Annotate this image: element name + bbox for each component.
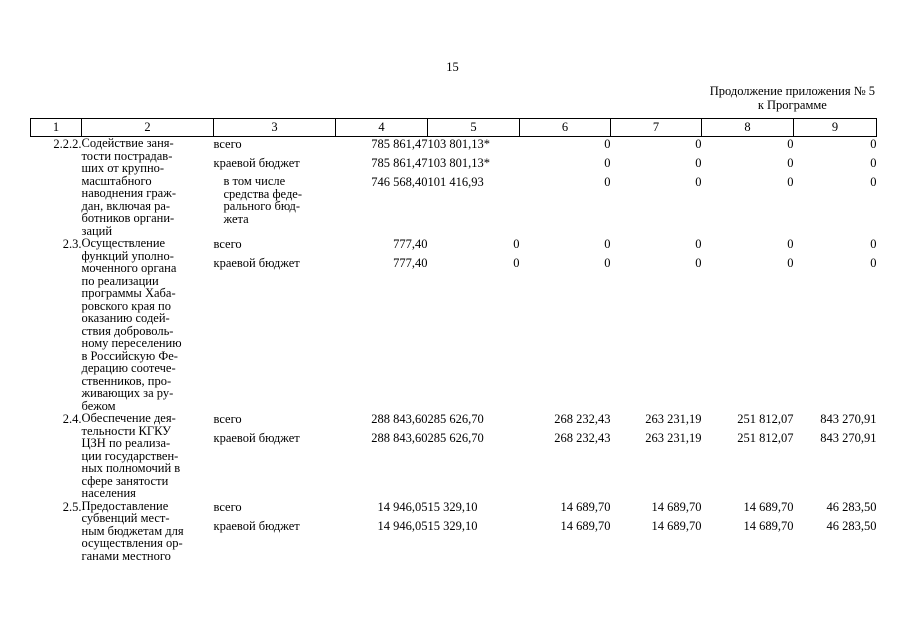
funding-source-cell	[214, 137, 336, 238]
row-title	[82, 500, 214, 563]
row-title-line: ствия доброволь-	[81, 323, 174, 338]
value-cell: 746 568,40	[371, 175, 428, 189]
continuation-line-1: Продолжение приложения № 5	[709, 84, 875, 98]
value-cell: 103 801,13*	[427, 156, 490, 170]
value-col-9	[794, 237, 877, 412]
value-col-8	[702, 500, 794, 563]
value-cell: 14 689,70	[651, 518, 702, 533]
value-col-4	[336, 237, 428, 412]
row-title-line: заций	[81, 223, 113, 238]
value-col-5	[428, 237, 520, 412]
header-cell: 7	[611, 119, 702, 137]
row-title-line: тельности КГКУ	[81, 423, 172, 438]
row-title-line: дерацию соотече-	[81, 361, 176, 375]
funding-source-cell	[214, 412, 336, 500]
row-title-line: моченного органа	[81, 261, 177, 275]
value-cell: 268 232,43	[554, 412, 611, 426]
value-col-6	[520, 412, 611, 500]
row-number: 2.2.2.	[53, 137, 82, 151]
value-col-7	[611, 500, 702, 563]
row-title-line: сфере занятости	[81, 473, 169, 488]
row-title-line: Содействие заня-	[81, 136, 174, 150]
value-col-8	[702, 137, 794, 238]
value-cell: 15 329,10	[427, 499, 478, 514]
value-cell: 0	[870, 156, 877, 170]
funding-source-cell	[214, 500, 336, 563]
header-cell: 6	[520, 119, 611, 137]
value-cell: 0	[695, 237, 702, 251]
row-title-line: населения	[81, 486, 136, 500]
row-title-line: ровского края по	[81, 298, 171, 313]
header-cell: 3	[214, 119, 336, 137]
value-cell: 103 801,13*	[427, 137, 490, 151]
value-cell: 777,40	[393, 256, 428, 270]
header-row	[31, 119, 877, 137]
value-cell: 14 689,70	[560, 499, 611, 514]
value-cell: 101 416,93	[427, 175, 484, 189]
row-title-line: программы Хаба-	[81, 286, 176, 300]
value-cell: 0	[604, 137, 611, 151]
value-col-7	[611, 137, 702, 238]
header-cell: 9	[794, 119, 877, 137]
header-cell: 4	[336, 119, 428, 137]
value-col-4	[336, 137, 428, 238]
value-col-8	[702, 237, 794, 412]
row-title-line: Предоставление	[81, 498, 169, 513]
row-title-line: ным бюджетам для	[81, 523, 184, 538]
value-cell: 14 946,05	[377, 499, 428, 514]
value-cell: 0	[870, 237, 877, 251]
value-cell: 251 812,07	[737, 431, 794, 445]
value-cell: 0	[787, 156, 794, 170]
row-title-line: оказанию содей-	[81, 311, 170, 325]
value-col-6	[520, 137, 611, 238]
value-col-5	[428, 500, 520, 563]
table-row	[31, 137, 877, 238]
value-cell: 0	[695, 156, 702, 170]
funding-source-label: всего	[213, 412, 242, 426]
row-number: 2.5.	[62, 499, 82, 514]
continuation-note	[710, 84, 875, 112]
funding-source-line: рального бюд-	[223, 199, 301, 213]
funding-source-line: средства феде-	[223, 186, 303, 201]
row-title-line: дан, включая ра-	[81, 198, 171, 213]
row-title-line: в Российскую Фе-	[81, 348, 178, 363]
row-title-line: по реализации	[81, 273, 159, 288]
page-number: 15	[446, 60, 459, 74]
value-cell: 0	[787, 256, 794, 270]
continuation-line-2: к Программе	[757, 98, 827, 112]
value-cell: 46 283,50	[826, 518, 877, 533]
value-cell: 0	[604, 156, 611, 170]
header-cell: 2	[82, 119, 214, 137]
row-number: 2.4.	[62, 412, 82, 426]
funding-source-label: краевой бюджет	[213, 256, 300, 270]
value-cell: 268 232,43	[554, 431, 611, 445]
value-cell: 0	[870, 256, 877, 270]
row-title-line: бежом	[81, 398, 116, 413]
value-cell: 0	[787, 175, 794, 189]
value-col-9	[794, 137, 877, 238]
value-cell: 0	[604, 175, 611, 189]
row-title	[82, 412, 214, 500]
value-col-4	[336, 412, 428, 500]
value-cell: 843 270,91	[820, 412, 877, 426]
value-cell: 0	[787, 137, 794, 151]
value-cell: 288 843,60	[371, 412, 428, 426]
funding-source-line: жета	[223, 211, 249, 226]
value-col-6	[520, 237, 611, 412]
row-title-line: ших от крупно-	[81, 161, 165, 175]
header-cell: 1	[31, 119, 82, 137]
value-col-6	[520, 500, 611, 563]
value-cell: 0	[695, 137, 702, 151]
row-title-line: субвенций мест-	[81, 511, 170, 525]
value-cell: 263 231,19	[645, 431, 702, 445]
budget-table	[30, 118, 877, 562]
value-cell: 14 689,70	[651, 499, 702, 514]
value-cell: 0	[604, 237, 611, 251]
value-cell: 251 812,07	[737, 412, 794, 426]
value-cell: 0	[695, 175, 702, 189]
table-row	[31, 237, 877, 412]
header-cell: 8	[702, 119, 794, 137]
row-title	[82, 137, 214, 238]
value-cell: 14 946,05	[377, 518, 428, 533]
row-title-line: тости пострадав-	[81, 148, 173, 163]
value-cell: 777,40	[393, 237, 428, 251]
funding-source-label	[214, 175, 314, 225]
value-cell: 0	[513, 237, 520, 251]
value-cell: 285 626,70	[427, 412, 484, 426]
value-cell: 14 689,70	[743, 518, 794, 533]
value-cell: 46 283,50	[826, 499, 877, 514]
row-number: 2.3.	[62, 237, 82, 251]
row-title-line: ЦЗН по реализа-	[81, 436, 171, 450]
table-row	[31, 412, 877, 500]
value-cell: 843 270,91	[820, 431, 877, 445]
row-title	[82, 237, 214, 412]
funding-source-line: в том числе	[223, 174, 286, 188]
value-cell: 0	[870, 137, 877, 151]
value-cell: 0	[604, 256, 611, 270]
row-title-line: ботников органи-	[81, 211, 175, 225]
row-title-line: ственников, про-	[81, 373, 172, 388]
row-title-line: осуществления ор-	[81, 536, 183, 550]
row-title-line: наводнения граж-	[81, 186, 177, 200]
header-cell: 5	[428, 119, 520, 137]
value-cell: 14 689,70	[560, 518, 611, 533]
value-col-7	[611, 412, 702, 500]
row-title-line: Осуществление	[81, 236, 166, 250]
funding-source-label: краевой бюджет	[213, 156, 300, 170]
value-cell: 288 843,60	[371, 431, 428, 445]
funding-source-cell	[214, 237, 336, 412]
value-cell: 0	[787, 237, 794, 251]
funding-source-label: всего	[213, 137, 242, 151]
value-col-4	[336, 500, 428, 563]
value-cell: 263 231,19	[645, 412, 702, 426]
table-row	[31, 500, 877, 563]
value-cell: 285 626,70	[427, 431, 484, 445]
row-title-line: Обеспечение дея-	[81, 411, 176, 425]
funding-source-label: краевой бюджет	[213, 431, 300, 445]
value-cell: 15 329,10	[427, 518, 478, 533]
funding-source-label: всего	[213, 499, 242, 514]
value-col-5	[428, 137, 520, 238]
funding-source-label: краевой бюджет	[213, 518, 300, 533]
row-title-line: масштабного	[81, 173, 152, 188]
value-cell: 0	[870, 175, 877, 189]
value-cell: 0	[513, 256, 520, 270]
value-col-8	[702, 412, 794, 500]
row-title-line: функций уполно-	[81, 248, 174, 263]
row-title-line: ному переселению	[81, 336, 182, 350]
value-cell: 785 861,47	[371, 137, 428, 151]
row-title-line: живающих за ру-	[81, 386, 174, 400]
value-col-9	[794, 500, 877, 563]
row-title-line: ции государствен-	[81, 448, 179, 463]
value-col-7	[611, 237, 702, 412]
row-title-line: ных полномочий в	[81, 461, 181, 475]
value-col-9	[794, 412, 877, 500]
value-col-5	[428, 412, 520, 500]
value-cell: 14 689,70	[743, 499, 794, 514]
funding-source-label: всего	[213, 237, 242, 251]
value-cell: 785 861,47	[371, 156, 428, 170]
value-cell: 0	[695, 256, 702, 270]
row-title-line: ганами местного	[81, 548, 171, 563]
